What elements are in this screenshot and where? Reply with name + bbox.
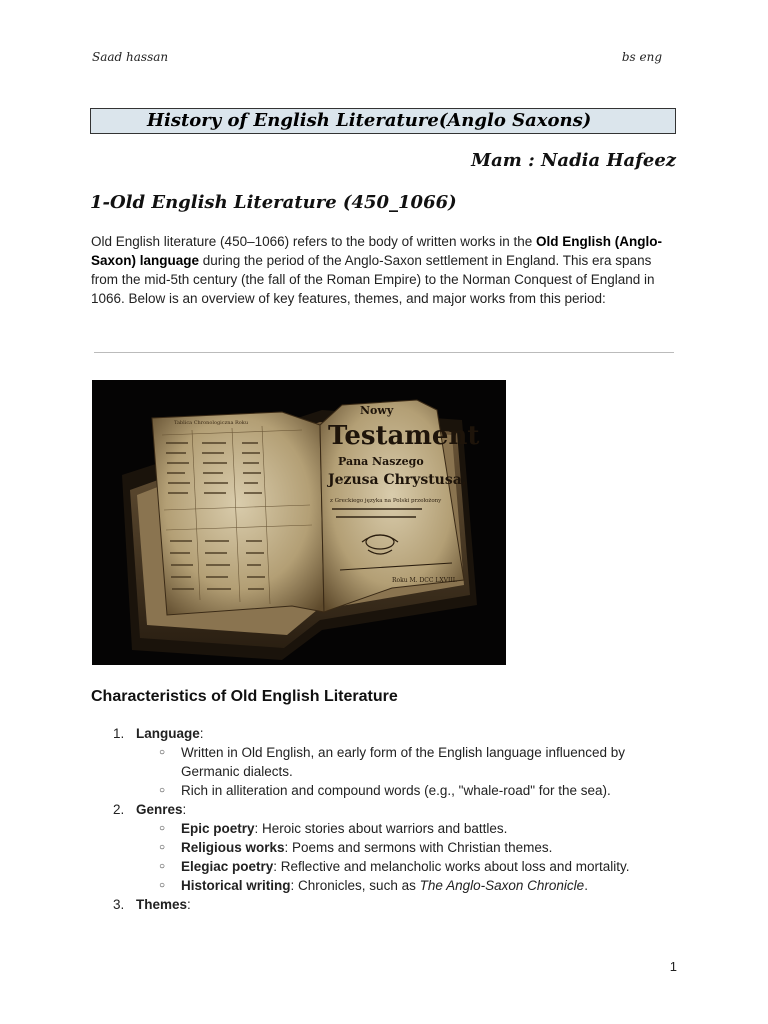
sub-text	[181, 819, 641, 838]
genre-italic-title: The Anglo-Saxon Chronicle	[419, 878, 585, 893]
list-label: Language	[136, 726, 200, 741]
intro-paragraph	[91, 232, 681, 308]
genre-label: Elegiac poetry	[181, 859, 274, 874]
right-page-line-3: z Greckiego języka na Polski przełożony	[330, 498, 442, 504]
genre-text: : Heroic stories about warriors and battles.	[254, 821, 508, 836]
book-illustration	[92, 380, 506, 665]
right-page-line-2: Jezusa Chrystusa,	[328, 472, 467, 488]
sub-text: Rich in alliteration and compound words (e.g., "whale-road" for the sea).	[181, 783, 611, 798]
horizontal-rule	[94, 352, 674, 353]
list-colon: :	[182, 802, 187, 817]
right-page-title-2: Testament	[328, 421, 480, 451]
page-number: 1	[669, 959, 677, 974]
genre-text: : Chronicles, such as	[290, 878, 420, 893]
sub-text	[181, 838, 641, 857]
genre-end: .	[584, 878, 588, 893]
bullet-icon: ○	[159, 823, 166, 834]
genre-label: Religious works	[181, 840, 285, 855]
sub-text: Written in Old English, an early form of the English language influenced by	[181, 745, 626, 760]
list-number: 3.	[113, 897, 125, 912]
left-page-heading: Tablica Chronologiczna Roku	[174, 420, 249, 426]
list-colon: :	[199, 726, 204, 741]
list-label: Themes	[136, 897, 188, 912]
header-course: bs eng	[621, 50, 662, 64]
sub-text	[181, 857, 641, 876]
genre-label: Epic poetry	[181, 821, 255, 836]
section-title: 1-Old English Literature (450_1066)	[90, 192, 457, 213]
list-label: Genres	[136, 802, 183, 817]
bullet-icon: ○	[159, 842, 166, 853]
sub-text	[181, 876, 641, 895]
teacher-name: Mam : Nadia Hafeez	[471, 150, 676, 171]
right-page-title-1: Nowy	[360, 404, 394, 417]
bullet-icon: ○	[159, 880, 166, 891]
bullet-icon: ○	[159, 785, 166, 796]
genre-text: : Poems and sermons with Christian themes.	[284, 840, 553, 855]
bullet-icon: ○	[159, 747, 166, 758]
header-author: Saad hassan	[92, 50, 169, 64]
old-book-image	[92, 380, 506, 665]
characteristics-heading: Characteristics of Old English Literature	[91, 688, 398, 705]
list-number: 2.	[113, 802, 125, 817]
intro-text-1: Old English literature (450–1066) refers to the body of written works in the	[91, 234, 536, 249]
list-colon: :	[187, 897, 191, 912]
genre-text: : Reflective and melancholic works about loss and mortality.	[273, 859, 630, 874]
genre-label: Historical writing	[181, 878, 291, 893]
document-title: History of English Literature(Anglo Saxons)	[90, 108, 676, 134]
list-item-text	[136, 800, 186, 819]
intro-bold-term: Old English (Anglo-Saxon) language	[91, 234, 662, 268]
list-item-text	[136, 895, 191, 914]
sub-text: Germanic dialects.	[181, 764, 293, 779]
right-page-line-1: Pana Naszego	[338, 455, 424, 468]
list-number: 1.	[113, 726, 125, 741]
right-page-date: Roku M. DCC LXVIII.	[392, 577, 458, 584]
list-item-text	[136, 724, 204, 743]
intro-text-2: during the period of the Anglo-Saxon settlement in England. This era spans from the mid-5th century (the fall of the Roman Empire) to the Norman Conquest of England in 1066. Below is an overview of key features, themes, and major works from this period:	[91, 253, 655, 306]
bullet-icon: ○	[159, 861, 166, 872]
